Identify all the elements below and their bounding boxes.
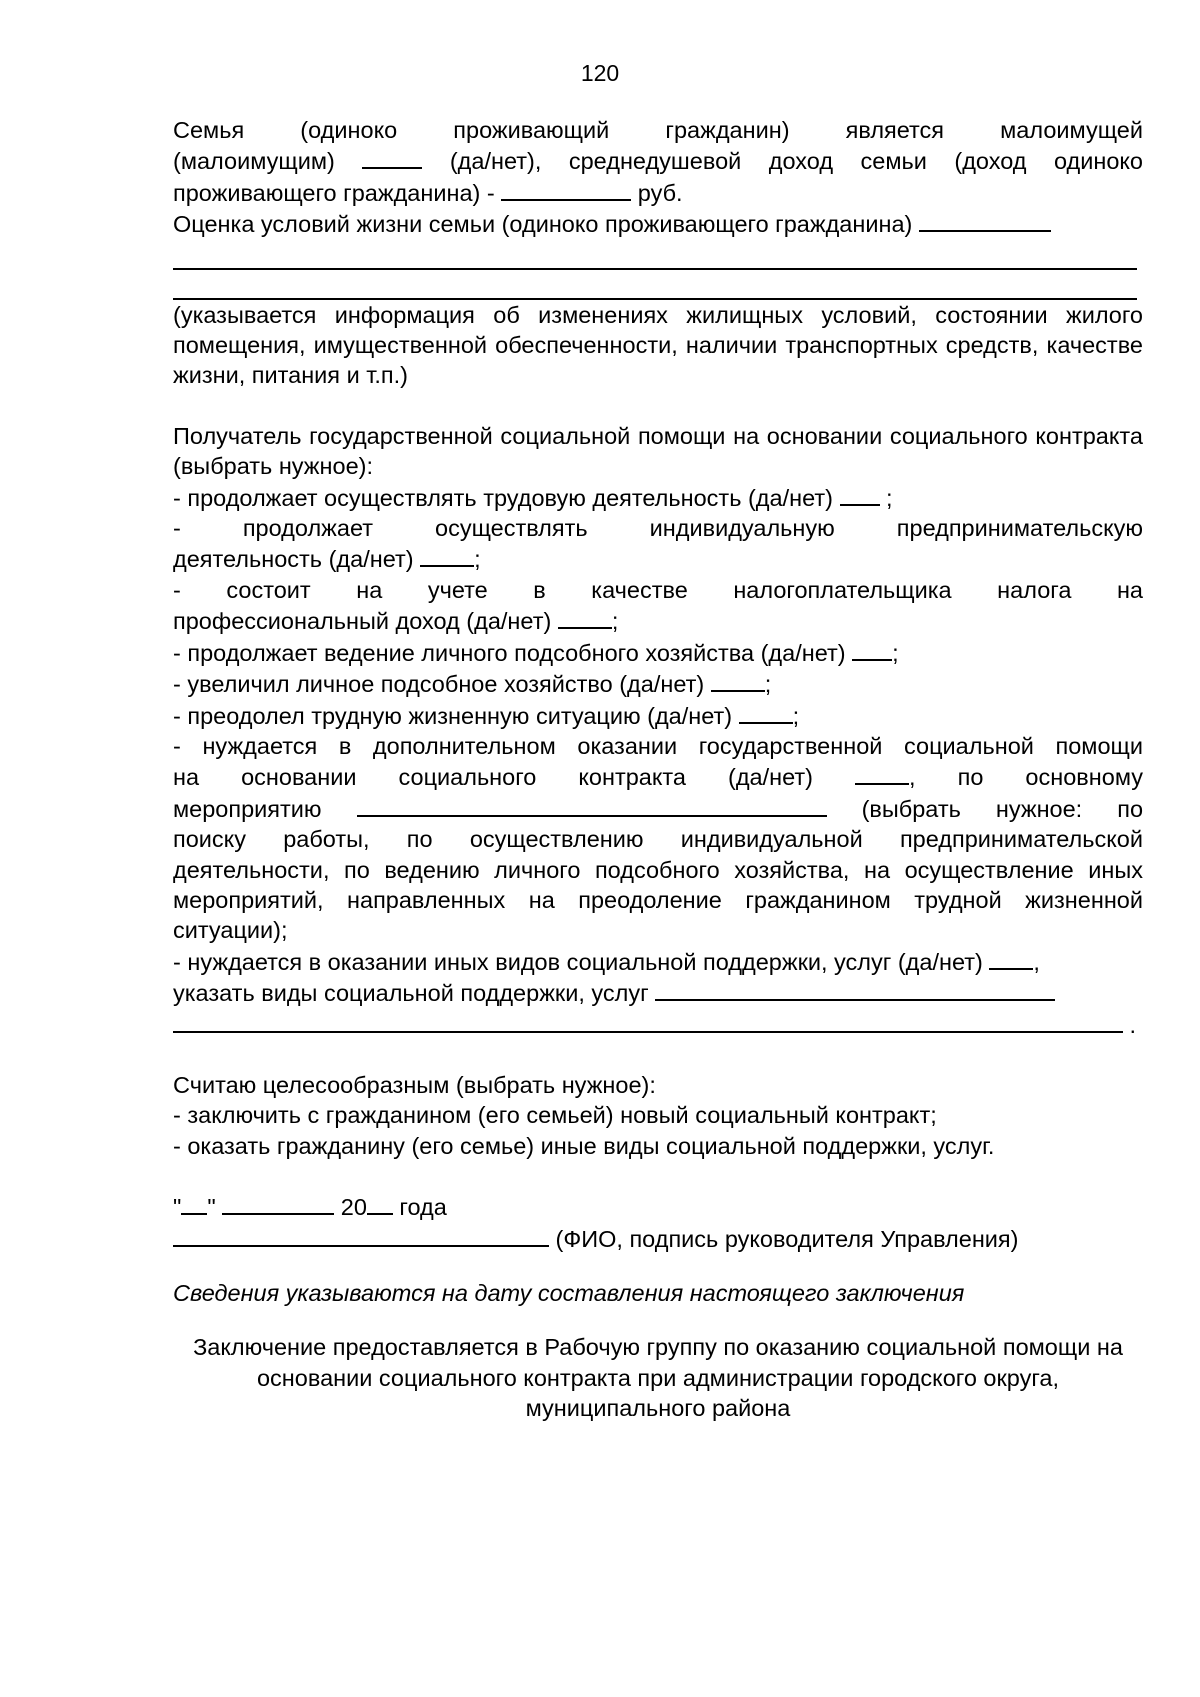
item-farm-increase: - увеличил личное подсобное хозяйство (да/нет) ; xyxy=(173,668,1143,699)
average-income-blank[interactable] xyxy=(501,177,631,201)
signature-blank[interactable] xyxy=(173,1223,549,1247)
tax-answer-blank[interactable] xyxy=(558,605,612,629)
conclusion-option-other-support: - оказать гражданину (его семье) иные виды социальной поддержки, услуг. xyxy=(173,1132,995,1159)
recipient-block xyxy=(173,421,1143,1040)
item-other-support-line-2: указать виды социальной поддержки, услуг xyxy=(173,977,1143,1008)
conclusion-option-new-contract: - заключить с гражданином (его семьей) новый социальный контракт; xyxy=(173,1102,937,1129)
family-status-line-2: (малоимущим) (да/нет), среднедушевой доход семьи (доход одиноко xyxy=(173,145,1143,176)
other-support-answer-blank[interactable] xyxy=(989,946,1033,970)
family-status-line-1: Семья (одиноко проживающий гражданин) является малоимущей xyxy=(173,117,1143,143)
page-number: 120 xyxy=(580,60,620,86)
date-line: " " 20 года xyxy=(173,1191,1143,1222)
document-body xyxy=(173,115,1143,1424)
conclusion-title: Считаю целесообразным (выбрать нужное): xyxy=(173,1071,656,1098)
date-of-record-note: Сведения указываются на дату составления настоящего заключения xyxy=(173,1280,965,1306)
signature-block xyxy=(173,1191,1143,1254)
item-additional-help-options: поиску работы, по осуществлению индивидуальной предпринимательской деятельности, по ведению личного подсобного хозяйства, на осуществление иных мероприятий, направленных на преодоление гражданином трудной жизненной ситуации); xyxy=(173,826,1143,944)
changes-note: (указывается информация об изменениях жилищных условий, состоянии жилого помещения, имущественной обеспеченности, наличии транспортных средств, качестве жизни, питания и т.п.) xyxy=(173,301,1143,389)
business-answer-blank[interactable] xyxy=(420,543,474,567)
item-other-support-line-1: - нуждается в оказании иных видов социальной поддержки, услуг (да/нет) , xyxy=(173,946,1143,977)
item-tax-line-2: профессиональный доход (да/нет) ; xyxy=(173,605,1143,636)
support-types-blank[interactable] xyxy=(655,977,1055,1001)
living-conditions-blank-line-2[interactable] xyxy=(173,270,1137,300)
support-types-blank-line-2[interactable] xyxy=(173,1009,1123,1033)
living-conditions-blank[interactable] xyxy=(919,208,1051,232)
living-conditions-blank-line-1[interactable] xyxy=(173,240,1137,270)
year-blank[interactable] xyxy=(367,1191,393,1215)
item-additional-help-line-2: на основании социального контракта (да/нет) , по основному xyxy=(173,761,1143,792)
footer-note: Заключение предоставляется в Рабочую группу по оказанию социальной помощи на основании социального контракта при администрации городского округа, муниципального района xyxy=(193,1334,1123,1422)
labor-answer-blank[interactable] xyxy=(840,482,880,506)
living-conditions-line: Оценка условий жизни семьи (одиноко проживающего гражданина) xyxy=(173,208,1143,239)
item-tax-line-1: - состоит на учете в качестве налогоплательщика налога на xyxy=(173,576,1143,603)
main-measure-blank[interactable] xyxy=(357,793,827,817)
item-additional-help-line-3: мероприятию (выбрать нужное: по xyxy=(173,793,1143,824)
item-business-line-2: деятельность (да/нет) ; xyxy=(173,543,1143,574)
recipient-intro: Получатель государственной социальной помощи на основании социального контракта (выбрать нужное): xyxy=(173,422,1143,480)
item-additional-help-line-1: - нуждается в дополнительном оказании государственной социальной помощи xyxy=(173,732,1143,759)
family-status-line-3: проживающего гражданина) - руб. xyxy=(173,177,1143,208)
signature-line: (ФИО, подпись руководителя Управления) xyxy=(173,1223,1143,1254)
item-business-line-1: - продолжает осуществлять индивидуальную предпринимательскую xyxy=(173,515,1143,542)
household-farm-answer-blank[interactable] xyxy=(852,637,892,661)
day-blank[interactable] xyxy=(181,1191,207,1215)
item-hardship-overcome: - преодолел трудную жизненную ситуацию (да/нет) ; xyxy=(173,700,1143,731)
month-blank[interactable] xyxy=(222,1191,334,1215)
poverty-answer-blank[interactable] xyxy=(362,145,422,169)
item-labor: - продолжает осуществлять трудовую деятельность (да/нет) ; xyxy=(173,482,1143,513)
farm-increase-answer-blank[interactable] xyxy=(711,668,765,692)
family-status-block xyxy=(173,115,1143,300)
item-household-farm: - продолжает ведение личного подсобного хозяйства (да/нет) ; xyxy=(173,637,1143,668)
item-other-support-line-3: . xyxy=(173,1009,1143,1040)
conclusion-block xyxy=(173,1070,1143,1161)
hardship-answer-blank[interactable] xyxy=(739,700,793,724)
additional-help-answer-blank[interactable] xyxy=(855,761,909,785)
